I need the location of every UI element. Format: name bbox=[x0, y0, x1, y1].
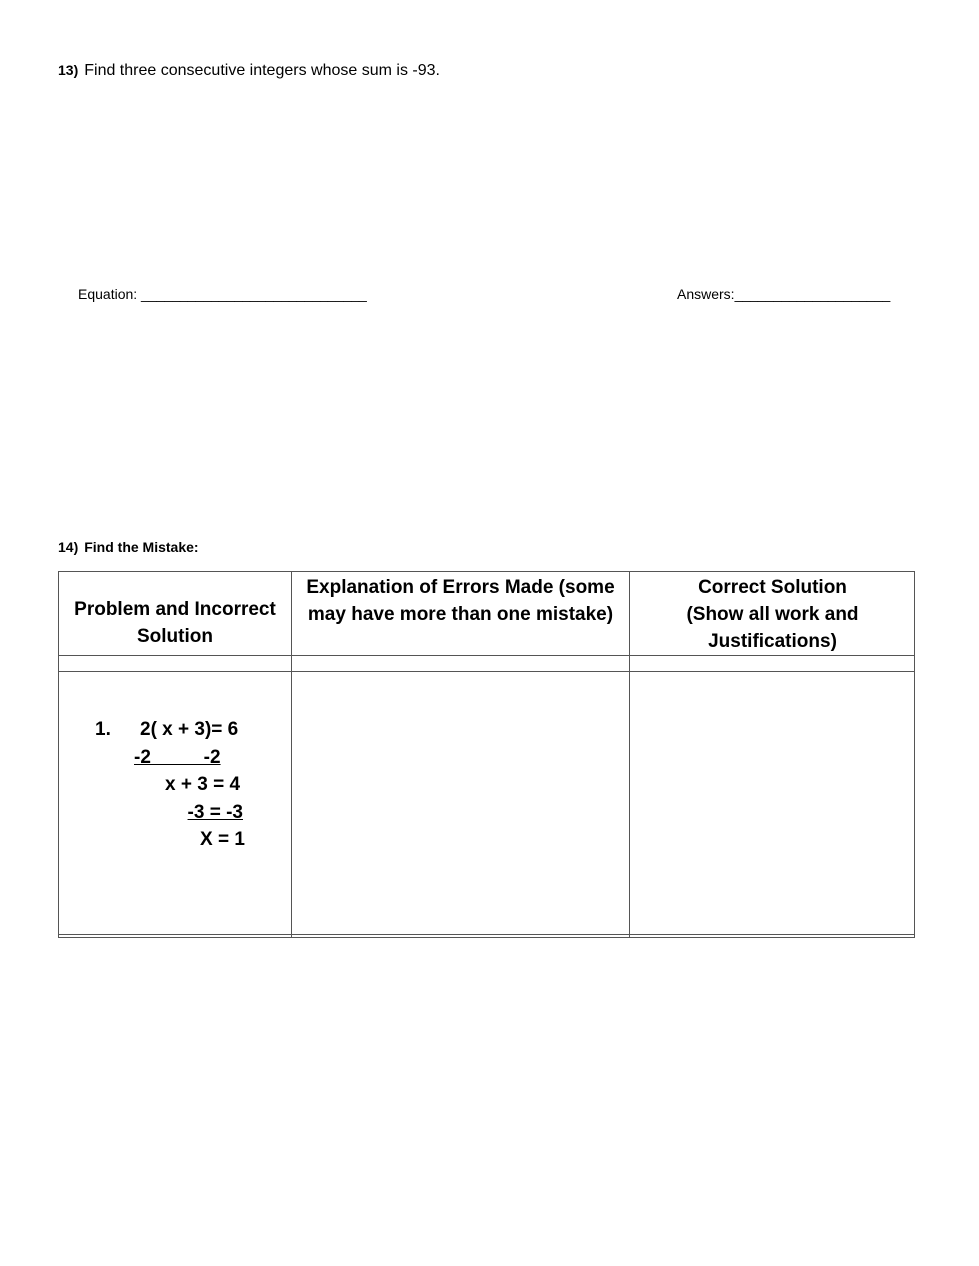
header-problem bbox=[59, 596, 291, 650]
question-number: 13) bbox=[58, 62, 79, 78]
answers-field[interactable]: Answers:____________________ bbox=[677, 286, 891, 302]
header-correct-solution bbox=[630, 574, 915, 655]
header-text: Solution bbox=[137, 626, 213, 647]
problem-number: 1. bbox=[95, 719, 111, 740]
header-text: Justifications) bbox=[708, 631, 837, 652]
find-the-mistake-table bbox=[58, 571, 915, 938]
question-title: Find the Mistake: bbox=[84, 539, 199, 555]
question-number: 14) bbox=[58, 539, 79, 555]
work-line-3: x + 3 = 4 bbox=[165, 774, 241, 795]
header-text: may have more than one mistake) bbox=[307, 604, 614, 625]
header-text: Correct Solution bbox=[698, 577, 847, 598]
question-14 bbox=[58, 538, 199, 556]
row-divider bbox=[59, 934, 914, 935]
header-text: (Show all work and bbox=[686, 604, 859, 625]
question-prompt: Find three consecutive integers whose sum is -93. bbox=[84, 62, 440, 79]
header-text: Problem and Incorrect bbox=[74, 599, 276, 620]
work-line-4: -3 = -3 bbox=[187, 802, 243, 823]
row-divider bbox=[59, 655, 914, 656]
work-line-2: -2 -2 bbox=[134, 747, 221, 768]
work-line-1: 2( x + 3)= 6 bbox=[140, 719, 239, 740]
header-text: Explanation of Errors Made (some bbox=[306, 577, 615, 598]
header-explanation bbox=[292, 574, 629, 628]
equation-answer-field[interactable]: Equation: _____________________________ bbox=[78, 286, 367, 302]
question-13 bbox=[58, 60, 440, 81]
work-line-5: X = 1 bbox=[200, 829, 245, 850]
explanation-cell[interactable] bbox=[292, 672, 629, 934]
correct-solution-cell[interactable] bbox=[630, 672, 915, 934]
